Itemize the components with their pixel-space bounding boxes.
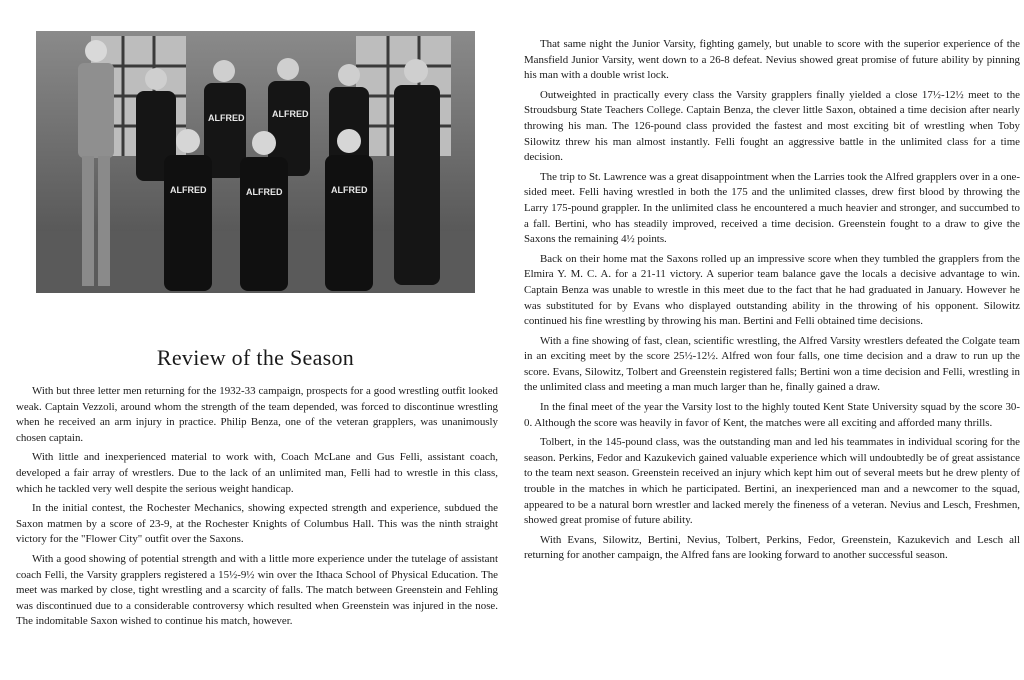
right-page [512, 0, 1024, 680]
paragraph: That same night the Junior Varsity, fighting gamely, but unable to score with the superior experience of the Mansfield Junior Varsity, went down to a 26-8 defeat. Nevius showed great promise of future ability by pinning his man with a double wrist lock. [524, 38, 1020, 82]
paragraph: With little and inexperienced material to work with, Coach McLane and Gus Felli, assistant coach, developed a fair array of wrestlers. Due to the lack of an unlimited man, Felli had to wrestle in this class, which he tackled very well despite the serious weight handicap. [16, 451, 498, 495]
team-photo [36, 31, 475, 293]
left-text-column [16, 384, 498, 634]
right-text-column [524, 37, 1020, 568]
svg-text:ALFRED: ALFRED [170, 185, 207, 195]
paragraph: The trip to St. Lawrence was a great disappointment when the Larries took the Alfred grapplers over in a one-sided meet. Felli having wrestled in both the 175 and the unlimited classes, drew first blood by throwing the Larry 175-pound grappler. In the unlimited class he encountered a much heavier and stronger, and succumbed to a fall. Bertini, who has steadily improved, received a time decision. Greenstein fought to a draw to give the Saxons the remaining 4½ points. [524, 170, 1020, 246]
paragraph: In the final meet of the year the Varsity lost to the highly touted Kent State University squad by the score 30-0. Although the score was heavily in favor of Kent, the matches were all exciting and afforded many thrills. [524, 401, 1020, 429]
svg-text:ALFRED: ALFRED [208, 113, 245, 123]
svg-text:ALFRED: ALFRED [272, 109, 309, 119]
svg-text:ALFRED: ALFRED [246, 187, 283, 197]
paragraph: Outweighted in practically every class the Varsity grapplers finally yielded a close 17½-12½ meet to the Stroudsburg State Teachers College. Captain Benza, the clever little Saxon, obtained a time decision after nearly throwing his man. The 126-pound class provided the fastest and most exciting bit of wrestling when Toby Silowitz threw his man almost instantly. Felli fought an aggressive battle in the unlimited class for a time decision. [524, 88, 1020, 164]
paragraph: With a good showing of potential strength and with a little more experience under the tutelage of assistant coach Felli, the Varsity grapplers registered a 15½-9½ win over the Ithaca School of Physical Education. The meet was marked by close, tight wrestling and a scarcity of falls. The match between Greenstein and Fehling was discontinued due to a considerable controversy which resulted when Greenstein was injured in the nose. The indomitable Saxon wished to continue his match, however. [16, 552, 498, 628]
paragraph: Tolbert, in the 145-pound class, was the outstanding man and led his teammates in individual scoring for the season. Perkins, Fedor and Kazukevich gained valuable experience which will undoubtedly be of great assistance to the team next season. Greenstein received an injury which kept him out of several meets but he drew plenty of trouble in the matches in which he participated. Bertini, an inexperienced man and a newcomer to the squad, appeared to be a natural born wrestler and lacked merely the fineness of a veteran. Nevius and Lesch, Freshmen, showed great promise of future ability. [524, 436, 1020, 527]
paragraph: Back on their home mat the Saxons rolled up an impressive score when they tumbled the grapplers from the Elmira Y. M. C. A. for a 21-11 victory. A superior team balance gave the locals a decisive advantage to win. Captain Benza was unable to wrestle in this meet due to the fact that he had graduated in January. However he was substituted for by Evans who displayed outstanding ability in the throwing of his opponent. Silowitz continued his fine wrestling by throwing his man. Bertini and Felli obtained time decisions. [524, 252, 1020, 328]
page-title: Review of the Season [156, 345, 355, 370]
svg-text:ALFRED: ALFRED [331, 185, 368, 195]
paragraph: With a fine showing of fast, clean, scientific wrestling, the Alfred Varsity wrestlers defeated the Colgate team in an exciting meet by the score 25½-12½. Alfred won four falls, one time decision and a draw to run up the score. Evans, Silowitz, Tolbert and Greenstein registered falls; Bertini won a time decision and Felli, wrestling in the unlimited class and meeting a man much larger than he, finally gained a draw. [524, 334, 1020, 394]
paragraph: With but three letter men returning for the 1932-33 campaign, prospects for a good wrestling outfit looked weak. Captain Vezzoli, around whom the strength of the team depended, was forced to discontinue wrestling when he received an arm injury in practice. Philip Benza, one of the veteran grapplers, was unanimously chosen captain. [16, 385, 498, 444]
paragraph: In the initial contest, the Rochester Mechanics, showing expected strength and experience, subdued the Saxon matmen by a score of 23-9, at the Rochester Knights of Columbus Hall. This was the ninth straight victory for the "Flower City" outfit over the Saxons. [16, 502, 498, 546]
paragraph: With Evans, Silowitz, Bertini, Nevius, Tolbert, Perkins, Fedor, Greenstein, Kazukevich and Lesch all returning for another campaign, the Alfred fans are looking forward to another successful season. [524, 533, 1020, 562]
